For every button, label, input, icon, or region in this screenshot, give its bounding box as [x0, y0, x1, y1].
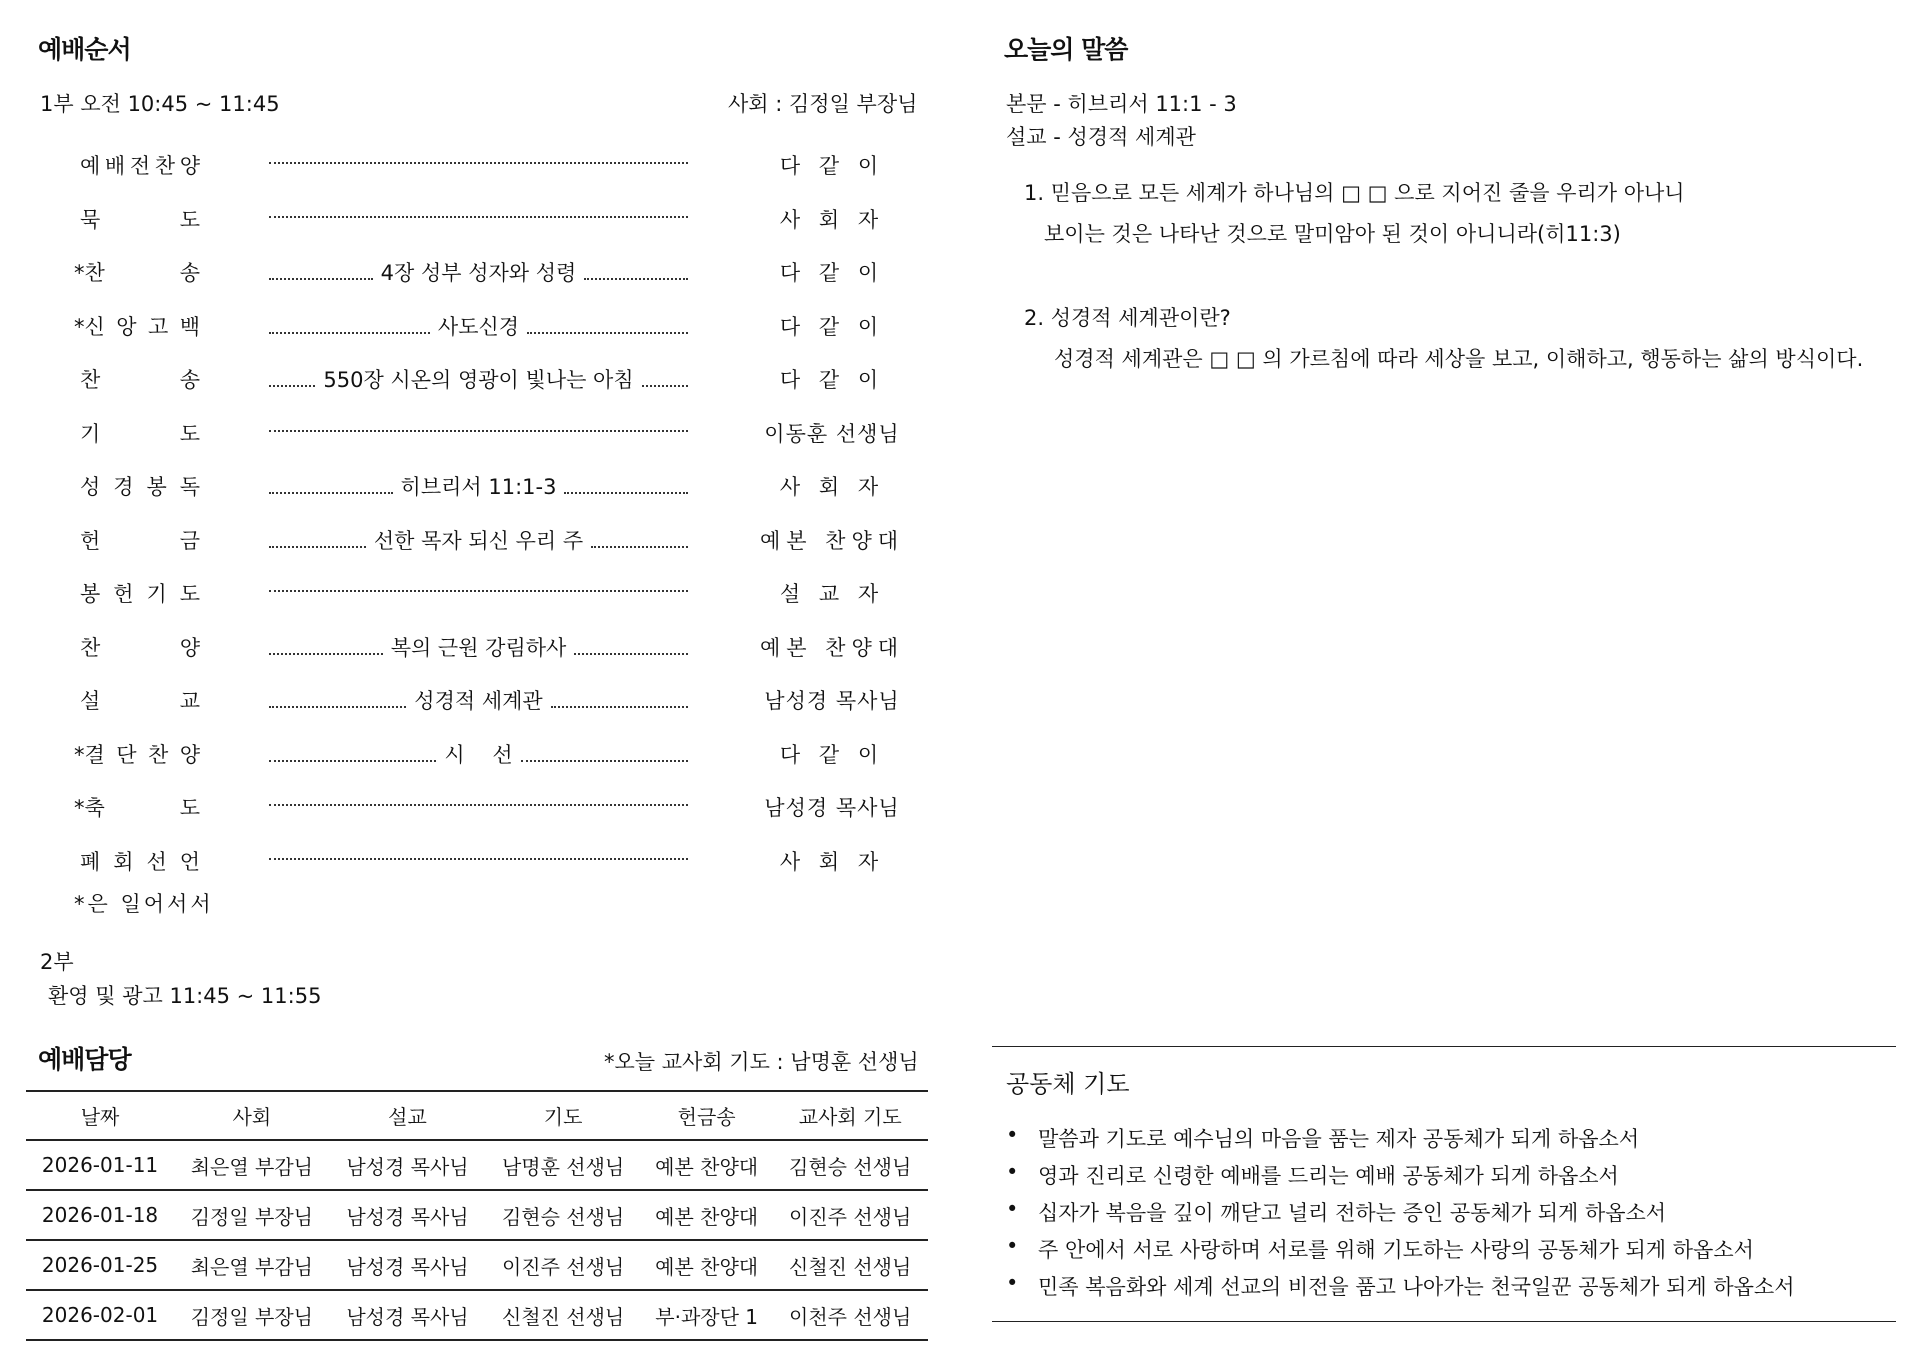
- table-cell: 남성경 목사님: [330, 1140, 486, 1190]
- question-1-line-2: 보이는 것은 나타난 것으로 말미암아 된 것이 아니니라(히11:3): [1044, 222, 1621, 246]
- table-cell: 예본 찬양대: [641, 1240, 772, 1290]
- order-item: [80, 150, 920, 204]
- table-cell: 남성경 목사님: [330, 1240, 486, 1290]
- order-item-content: [267, 846, 690, 860]
- order-item-content: 사도신경: [267, 311, 690, 341]
- table-cell: 김현승 선생님: [485, 1190, 641, 1240]
- duty-column-header: 설교: [330, 1091, 486, 1140]
- teacher-prayer-note: *오늘 교사회 기도 : 남명훈 선생님: [604, 1050, 919, 1074]
- order-item: [74, 792, 920, 846]
- table-row: [26, 1190, 928, 1240]
- order-item: [74, 257, 920, 311]
- order-item-leader: 예본 찬양대: [759, 635, 905, 660]
- order-item-content: 선한 목자 되신 우리 주: [267, 525, 690, 555]
- table-cell: 2026-01-25: [26, 1240, 174, 1290]
- table-cell: 신철진 선생님: [772, 1240, 928, 1290]
- table-cell: 이천주 선생님: [772, 1290, 928, 1340]
- order-item-leader: 예본 찬양대: [759, 528, 905, 553]
- duty-column-header: 헌금송: [641, 1091, 772, 1140]
- part2-label: 2부: [40, 950, 74, 974]
- order-item-name: *신 앙 고 백: [74, 314, 200, 339]
- order-item: [80, 204, 920, 258]
- part2-time: 환영 및 광고 11:45 ~ 11:55: [48, 984, 322, 1008]
- table-row: [26, 1240, 928, 1290]
- list-item: [1000, 1197, 1794, 1234]
- order-item: [80, 578, 920, 632]
- order-item-name: *결 단 찬 양: [74, 742, 200, 767]
- duty-table: [26, 1090, 928, 1341]
- host-label: 사회 : 김정일 부장님: [728, 92, 918, 116]
- prayer-top-divider: [992, 1046, 1896, 1047]
- order-item: [80, 471, 920, 525]
- order-item-name: 성 경 봉 독: [80, 475, 200, 499]
- table-cell: 예본 찬양대: [641, 1190, 772, 1240]
- list-item: [1000, 1123, 1794, 1160]
- table-cell: 남명훈 선생님: [485, 1140, 641, 1190]
- table-cell: 이진주 선생님: [485, 1240, 641, 1290]
- prayer-text: 십자가 복음을 깊이 깨닫고 널리 전하는 증인 공동체가 되게 하옵소서: [1038, 1201, 1667, 1225]
- order-item-leader: 다 같 이: [779, 314, 885, 339]
- table-cell: 최은열 부감님: [174, 1140, 330, 1190]
- list-item: [1000, 1234, 1794, 1271]
- sermon-title: 설교 - 성경적 세계관: [1006, 125, 1196, 149]
- order-item-content: 복의 근원 강림하사: [267, 632, 690, 662]
- order-item: [80, 685, 920, 739]
- order-item: [80, 418, 920, 472]
- prayer-text: 말씀과 기도로 예수님의 마음을 품는 제자 공동체가 되게 하옵소서: [1038, 1127, 1640, 1151]
- bullet-icon: •: [1006, 1234, 1019, 1258]
- order-item-content: [267, 150, 690, 164]
- order-item-leader: 사 회 자: [779, 849, 885, 874]
- table-row: [26, 1290, 928, 1340]
- order-item-leader: 사 회 자: [779, 207, 885, 232]
- order-item-name: 찬 양: [80, 635, 200, 660]
- order-item-leader: 다 같 이: [779, 368, 885, 392]
- table-cell: 최은열 부감님: [174, 1240, 330, 1290]
- order-item-leader: 남성경 목사님: [764, 796, 900, 820]
- table-cell: 김정일 부장님: [174, 1290, 330, 1340]
- duty-table-header: [26, 1091, 928, 1140]
- table-cell: 남성경 목사님: [330, 1290, 486, 1340]
- order-list: [74, 150, 920, 899]
- list-item: [1000, 1271, 1794, 1308]
- duty-column-header: 날짜: [26, 1091, 174, 1140]
- order-item-content: [267, 578, 690, 592]
- order-item: [80, 632, 920, 686]
- order-item-name: 기 도: [80, 421, 200, 446]
- order-item-leader: 다 같 이: [779, 261, 885, 285]
- order-item-name: 봉 헌 기 도: [80, 582, 200, 606]
- prayer-bottom-divider: [992, 1321, 1896, 1322]
- bullet-icon: •: [1006, 1197, 1019, 1221]
- community-prayer-title: 공동체 기도: [1006, 1070, 1130, 1098]
- duty-column-header: 교사회 기도: [772, 1091, 928, 1140]
- question-2-title: 2. 성경적 세계관이란?: [1024, 306, 1231, 330]
- order-item-content: [267, 792, 690, 806]
- table-cell: 2026-02-01: [26, 1290, 174, 1340]
- order-item: [80, 525, 920, 579]
- list-item: [1000, 1160, 1794, 1197]
- order-title: 예배순서: [38, 35, 131, 64]
- order-item-content: 시 선: [267, 739, 690, 769]
- order-item-content: [267, 418, 690, 432]
- prayer-text: 민족 복음화와 세계 선교의 비전을 품고 나아가는 천국일꾼 공동체가 되게 하옵소서: [1038, 1275, 1795, 1299]
- order-item-content: 550장 시온의 영광이 빛나는 아침: [267, 364, 690, 394]
- table-cell: 김현승 선생님: [772, 1140, 928, 1190]
- table-cell: 이진주 선생님: [772, 1190, 928, 1240]
- order-item-leader: 사 회 자: [779, 475, 885, 499]
- order-item-content: 히브리서 11:1-3: [267, 471, 690, 501]
- order-item-name: 폐 회 선 언: [80, 849, 200, 874]
- order-item: [74, 739, 920, 793]
- bullet-icon: •: [1006, 1123, 1019, 1147]
- table-cell: 부·과장단 1: [641, 1290, 772, 1340]
- table-cell: 김정일 부장님: [174, 1190, 330, 1240]
- order-item-name: 묵 도: [80, 207, 200, 232]
- part1-time: 1부 오전 10:45 ~ 11:45: [40, 92, 280, 116]
- order-item-name: 설 교: [80, 689, 200, 713]
- order-item-name: 예 배 전 찬 양: [80, 154, 200, 178]
- order-item-content: 4장 성부 성자와 성령: [267, 257, 690, 287]
- community-prayer-list: [1000, 1123, 1794, 1308]
- order-item-leader: 다 같 이: [779, 154, 885, 178]
- order-item: [80, 364, 920, 418]
- table-cell: 2026-01-11: [26, 1140, 174, 1190]
- order-item-leader: 이동훈 선생님: [764, 421, 900, 446]
- order-item-name: 찬 송: [80, 368, 200, 392]
- order-item-content: 성경적 세계관: [267, 685, 690, 715]
- table-cell: 예본 찬양대: [641, 1140, 772, 1190]
- order-item-name: *축 도: [74, 796, 200, 820]
- word-title: 오늘의 말씀: [1004, 35, 1128, 64]
- bullet-icon: •: [1006, 1271, 1019, 1295]
- prayer-text: 주 안에서 서로 사랑하며 서로를 위해 기도하는 사랑의 공동체가 되게 하옵소서: [1038, 1238, 1754, 1262]
- duty-column-header: 기도: [485, 1091, 641, 1140]
- order-item-name: 헌 금: [80, 528, 200, 553]
- order-item-leader: 설 교 자: [779, 582, 885, 606]
- question-1-line-1: 1. 믿음으로 모든 세계가 하나님의 □ □ 으로 지어진 줄을 우리가 아나니: [1024, 181, 1685, 205]
- question-2-body: 성경적 세계관은 □ □ 의 가르침에 따라 세상을 보고, 이해하고, 행동하는 삶의 방식이다.: [1054, 347, 1864, 371]
- order-item: [74, 311, 920, 365]
- order-item-name: *찬 송: [74, 261, 200, 285]
- scripture-ref: 본문 - 히브리서 11:1 - 3: [1006, 92, 1237, 116]
- duty-title: 예배담당: [38, 1045, 131, 1074]
- bullet-icon: •: [1006, 1160, 1019, 1184]
- table-row: [26, 1140, 928, 1190]
- table-cell: 남성경 목사님: [330, 1190, 486, 1240]
- order-item-leader: 다 같 이: [779, 742, 885, 767]
- prayer-text: 영과 진리로 신령한 예배를 드리는 예배 공동체가 되게 하옵소서: [1038, 1164, 1619, 1188]
- table-cell: 신철진 선생님: [485, 1290, 641, 1340]
- order-item-content: [267, 204, 690, 218]
- table-cell: 2026-01-18: [26, 1190, 174, 1240]
- stand-footnote: *은 일어서서: [74, 892, 214, 916]
- duty-column-header: 사회: [174, 1091, 330, 1140]
- order-item-leader: 남성경 목사님: [764, 689, 900, 713]
